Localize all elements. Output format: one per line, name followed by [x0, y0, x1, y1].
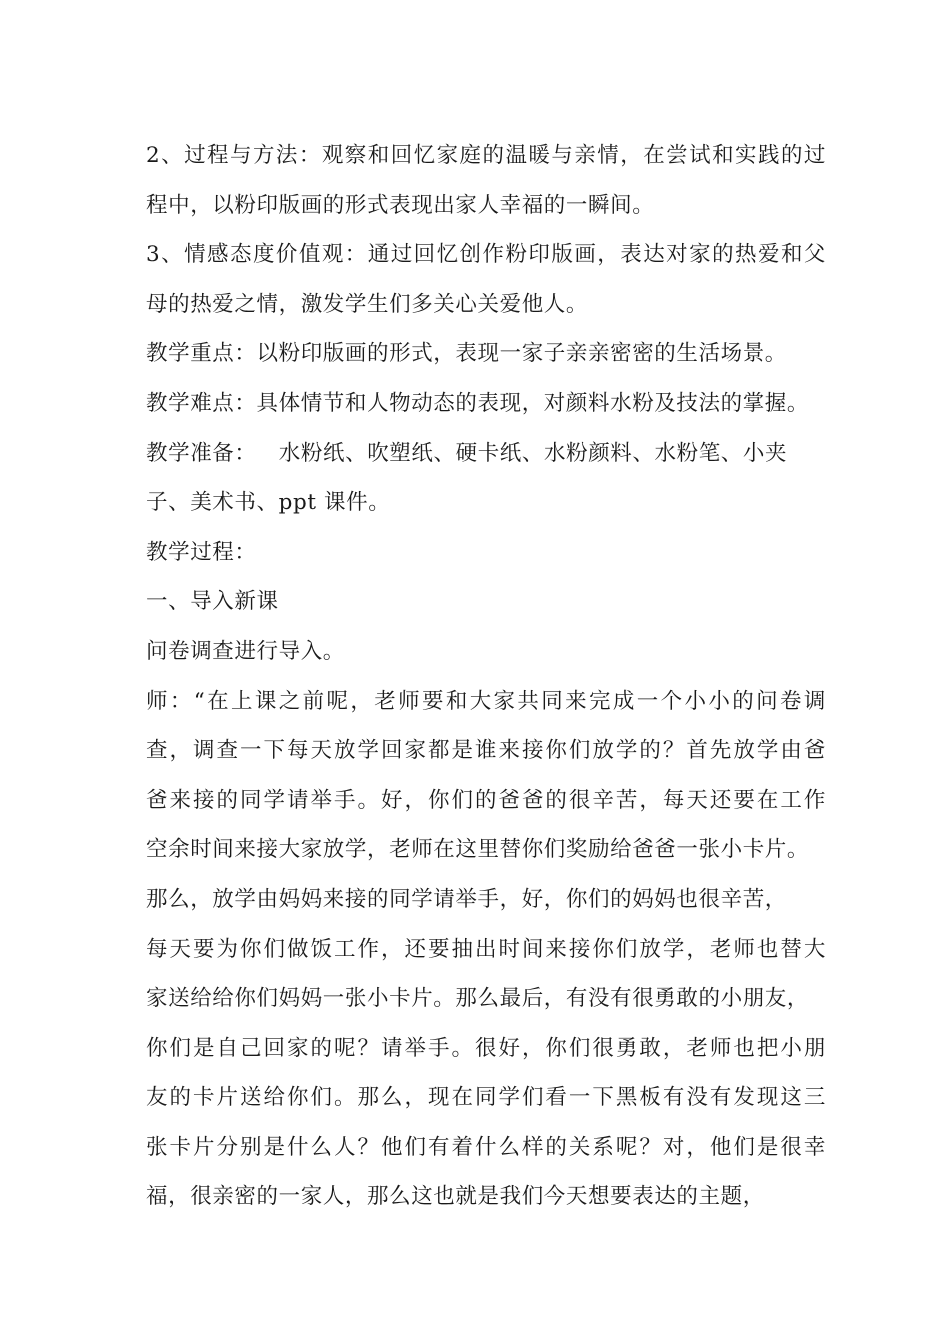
text-line: 家送给给你们妈妈一张小卡片。那么最后，有没有很勇敢的小朋友，: [146, 986, 810, 1012]
text-line: 问卷调查进行导入。: [146, 638, 345, 664]
text-line: 2、过程与方法：观察和回忆家庭的温暖与亲情，在尝试和实践的过: [146, 143, 826, 168]
document-body: [146, 131, 826, 1222]
text-line: 程中，以粉印版画的形式表现出家人幸福的一瞬间。: [146, 192, 655, 218]
text-line: 教学难点：具体情节和人物动态的表现，对颜料水粉及技法的掌握。: [146, 390, 810, 416]
text-line: 每天要为你们做饭工作，还要抽出时间来接你们放学，老师也替大: [146, 936, 826, 962]
text-line: 福，很亲密的一家人，那么这也就是我们今天想要表达的主题，: [146, 1184, 765, 1210]
text-line: 那么，放学由妈妈来接的同学请举手，好，你们的妈妈也很辛苦，: [146, 886, 787, 912]
text-line: 张卡片分别是什么人？他们有着什么样的关系呢？对，他们是很幸: [146, 1134, 826, 1160]
text-line: 你们是自己回家的呢？请举手。很好，你们很勇敢，老师也把小朋: [146, 1035, 826, 1061]
text-line: 师：“在上课之前呢，老师要和大家共同来完成一个小小的问卷调: [146, 688, 826, 714]
text-line: 教学准备： 水粉纸、吹塑纸、硬卡纸、水粉颜料、水粉笔、小夹: [146, 440, 788, 466]
text-line: 爸来接的同学请举手。好，你们的爸爸的很辛苦，每天还要在工作: [146, 787, 826, 813]
section-heading: 教学过程：: [146, 539, 257, 565]
text-line: 3、情感态度价值观：通过回忆创作粉印版画，表达对家的热爱和父: [146, 242, 826, 268]
text-line: 教学重点：以粉印版画的形式，表现一家子亲亲密密的生活场景。: [146, 341, 787, 367]
text-line: 空余时间来接大家放学，老师在这里替你们奖励给爸爸一张小卡片。: [146, 837, 810, 863]
text-line: 友的卡片送给你们。那么，现在同学们看一下黑板有没有发现这三: [146, 1085, 826, 1111]
text-line: 查，调查一下每天放学回家都是谁来接你们放学的？首先放学由爸: [146, 738, 826, 764]
text-line: 母的热爱之情，激发学生们多关心关爱他人。: [146, 291, 589, 317]
text-line: 子、美术书、ppt 课件。: [146, 490, 391, 516]
section-heading: 一、导入新课: [146, 589, 279, 615]
